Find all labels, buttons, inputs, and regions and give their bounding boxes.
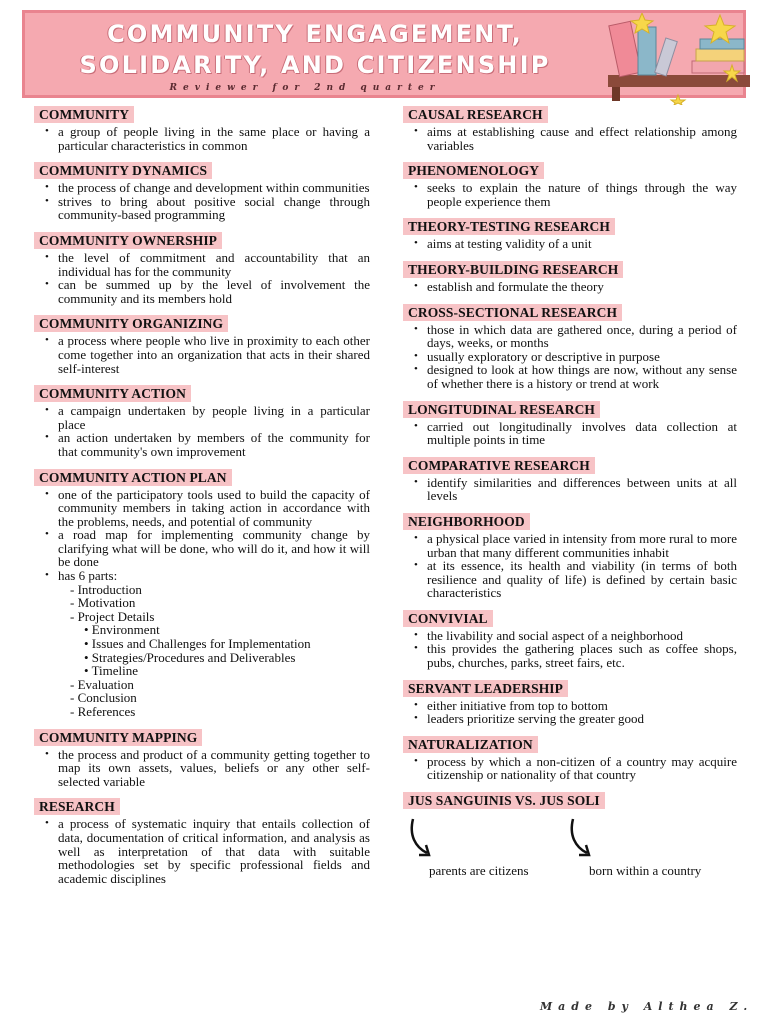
bullet-item: • a road map for implementing community change by clarifying what will be done, who will do it, and how it will be done bbox=[58, 528, 370, 569]
bullet-item: • leaders prioritize serving the greater good bbox=[427, 712, 737, 726]
bullet-item bbox=[58, 569, 370, 719]
section-causal-research bbox=[403, 106, 737, 152]
section-heading: THEORY-TESTING RESEARCH bbox=[403, 218, 615, 235]
bullet-item: • carried out longitudinally involves data collection at multiple points in time bbox=[427, 420, 737, 447]
bullet-item: • a campaign undertaken by people living in a particular place bbox=[58, 404, 370, 431]
detail-item: • Issues and Challenges for Implementation bbox=[84, 636, 311, 652]
section-heading: THEORY-BUILDING RESEARCH bbox=[403, 261, 623, 278]
title-line-2: SOLIDARITY, AND CITIZENSHIP bbox=[79, 51, 551, 79]
jus-soli-label: born within a country bbox=[589, 863, 702, 879]
section-heading: PHENOMENOLOGY bbox=[403, 162, 544, 179]
right-column bbox=[403, 106, 737, 901]
section-community-ownership bbox=[34, 232, 370, 305]
bullet-item: • strives to bring about positive social change through community-based programming bbox=[58, 195, 370, 222]
book-icon bbox=[638, 27, 656, 75]
section-heading: COMMUNITY DYNAMICS bbox=[34, 162, 212, 179]
jus-comparison bbox=[403, 811, 737, 891]
title-line-1: COMMUNITY ENGAGEMENT, bbox=[107, 20, 523, 48]
section-community-mapping bbox=[34, 729, 370, 789]
page-subtitle: Reviewer for 2nd quarter bbox=[169, 83, 441, 93]
bullet-item: • the level of commitment and accountability that an individual has for the community bbox=[58, 251, 370, 278]
section-community bbox=[34, 106, 370, 152]
section-heading: COMMUNITY ORGANIZING bbox=[34, 315, 228, 332]
section-heading: COMMUNITY bbox=[34, 106, 134, 123]
section-cross-sectional bbox=[403, 304, 737, 391]
section-heading: SERVANT LEADERSHIP bbox=[403, 680, 568, 697]
bullet-item: • a group of people living in the same place or having a particular characteristics in common bbox=[58, 125, 370, 152]
part-item: - Motivation bbox=[70, 595, 136, 611]
bullet-item: • aims at testing validity of a unit bbox=[427, 237, 737, 251]
part-item: - Conclusion bbox=[70, 690, 137, 706]
section-servant-leadership bbox=[403, 680, 737, 726]
bullet-item: • establish and formulate the theory bbox=[427, 280, 737, 294]
section-heading: CROSS-SECTIONAL RESEARCH bbox=[403, 304, 622, 321]
section-heading: COMMUNITY OWNERSHIP bbox=[34, 232, 222, 249]
section-heading: COMMUNITY MAPPING bbox=[34, 729, 202, 746]
bullet-item: • a physical place varied in intensity from more rural to more urban that many different communities inhabit bbox=[427, 532, 737, 559]
section-phenomenology bbox=[403, 162, 737, 208]
section-naturalization bbox=[403, 736, 737, 782]
detail-item: • Strategies/Procedures and Deliverables bbox=[84, 649, 296, 665]
section-longitudinal bbox=[403, 401, 737, 447]
section-jus-sanguinis-soli bbox=[403, 792, 737, 891]
section-heading: CAUSAL RESEARCH bbox=[403, 106, 548, 123]
part-item: - Evaluation bbox=[70, 676, 134, 692]
section-heading: NEIGHBORHOOD bbox=[403, 513, 530, 530]
bullet-item: • this provides the gathering places such as coffee shops, pubs, churches, parks, street fairs, etc. bbox=[427, 642, 737, 669]
section-heading: JUS SANGUINIS VS. JUS SOLI bbox=[403, 792, 605, 809]
curved-arrow-icon bbox=[567, 817, 597, 861]
left-column bbox=[34, 106, 370, 895]
section-heading: COMMUNITY ACTION bbox=[34, 385, 191, 402]
section-heading: COMMUNITY ACTION PLAN bbox=[34, 469, 232, 486]
section-comparative bbox=[403, 457, 737, 503]
bullet-item: • either initiative from top to bottom bbox=[427, 699, 737, 713]
bullet-item: • identify similarities and differences between units at all levels bbox=[427, 476, 737, 503]
bullet-item: • process by which a non-citizen of a country may acquire citizenship or nationality of that country bbox=[427, 755, 737, 782]
bullet-item: • seeks to explain the nature of things through the way people experience them bbox=[427, 181, 737, 208]
page-title bbox=[35, 19, 595, 81]
section-community-organizing bbox=[34, 315, 370, 375]
author-credit: Made by Althea Z. bbox=[540, 1000, 754, 1013]
bullet-item: • at its essence, its health and viability (in terms of both resilience and quality of life) is defined by certain basic characteristics bbox=[427, 559, 737, 600]
section-research bbox=[34, 798, 370, 885]
section-neighborhood bbox=[403, 513, 737, 600]
jus-sanguinis-label: parents are citizens bbox=[429, 863, 529, 879]
bullet-item: • the process and product of a community getting together to map its own assets, values, beliefs or any other self-selected variable bbox=[58, 748, 370, 789]
bullet-item: • the process of change and development within communities bbox=[58, 181, 370, 195]
section-community-dynamics bbox=[34, 162, 370, 222]
bullet-item: • a process of systematic inquiry that entails collection of data, documentation of critical information, and analysis as well as interpretation of that data with suitable methodologies set by specific professional fields and academic disciplines bbox=[58, 817, 370, 885]
section-heading: COMPARATIVE RESEARCH bbox=[403, 457, 595, 474]
section-heading: CONVIVIAL bbox=[403, 610, 493, 627]
detail-item: • Timeline bbox=[84, 663, 139, 679]
bullet-item: • usually exploratory or descriptive in purpose bbox=[427, 350, 737, 364]
bullet-item: • one of the participatory tools used to build the capacity of community members in taking action in accordance with the problems, needs, and potential of community bbox=[58, 488, 370, 529]
part-item: - Project Details bbox=[70, 608, 155, 624]
parts-label: • has 6 parts: bbox=[58, 568, 118, 584]
part-item: - Introduction bbox=[70, 581, 142, 597]
section-heading: LONGITUDINAL RESEARCH bbox=[403, 401, 600, 418]
section-theory-testing bbox=[403, 218, 737, 251]
bullet-item: • those in which data are gathered once, during a period of days, weeks, or months bbox=[427, 323, 737, 350]
section-convivial bbox=[403, 610, 737, 670]
detail-item: • Environment bbox=[84, 622, 160, 638]
bullet-item: • the livability and social aspect of a neighborhood bbox=[427, 629, 737, 643]
star-icon bbox=[671, 95, 685, 105]
title-banner bbox=[22, 10, 746, 98]
bullet-item: • aims at establishing cause and effect relationship among variables bbox=[427, 125, 737, 152]
section-heading: NATURALIZATION bbox=[403, 736, 538, 753]
part-item: - References bbox=[70, 704, 136, 719]
section-community-action-plan bbox=[34, 469, 370, 719]
bullet-item: • a process where people who live in proximity to each other come together into an organization that acts in their shared self-interest bbox=[58, 334, 370, 375]
bullet-item: • designed to look at how things are now, without any sense of whether there is a history or trend at work bbox=[427, 363, 737, 390]
section-theory-building bbox=[403, 261, 737, 294]
section-heading: RESEARCH bbox=[34, 798, 120, 815]
curved-arrow-icon bbox=[407, 817, 437, 861]
section-community-action bbox=[34, 385, 370, 458]
bullet-item: • can be summed up by the level of involvement the community and its members hold bbox=[58, 278, 370, 305]
books-shelf-illustration bbox=[600, 13, 750, 105]
bullet-item: • an action undertaken by members of the community for that community's own improvement bbox=[58, 431, 370, 458]
